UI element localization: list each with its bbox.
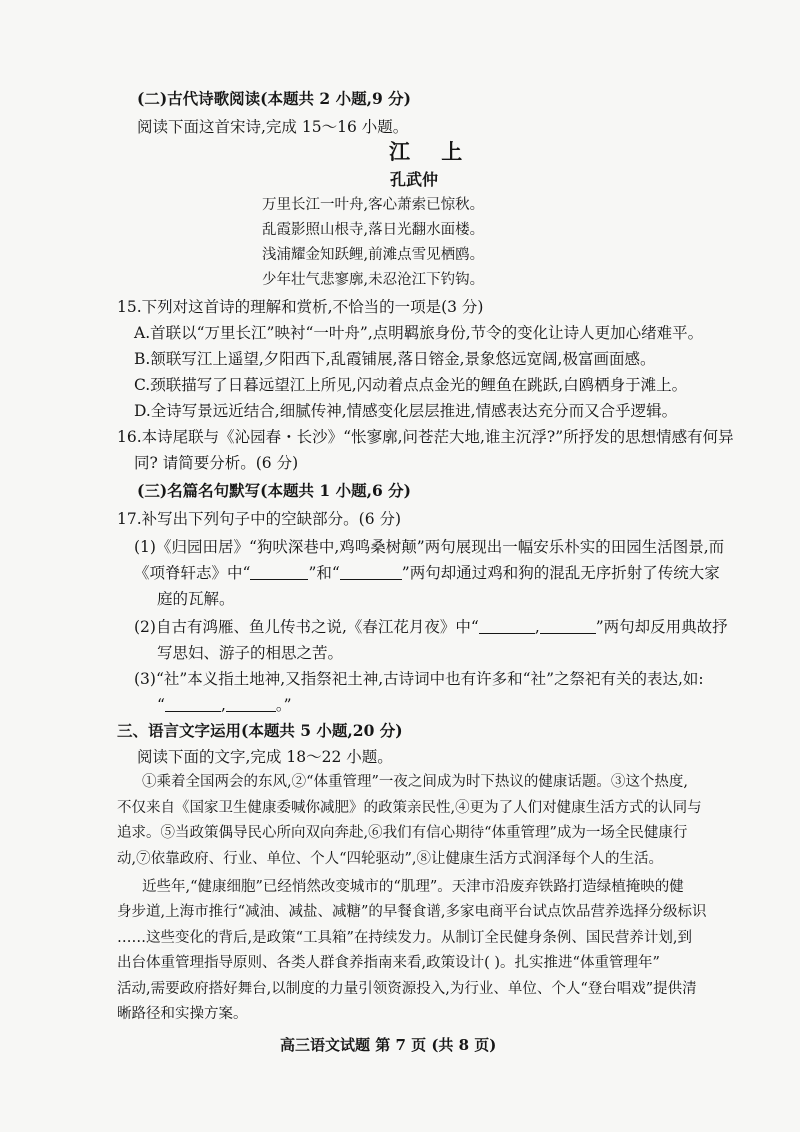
poem-title: 江 上 <box>389 139 475 164</box>
passage-line: ①乘着全国两会的东风,②“体重管理”一夜之间成为时下热议的健康话题。③这个热度, <box>142 774 689 790</box>
q17-part3-line <box>157 694 292 716</box>
section2-heading: (二)古代诗歌阅读(本题共 2 小题,9 分) <box>137 89 411 108</box>
q15-stem: 15.下列对这首诗的理解和赏析,不恰当的一项是(3 分) <box>117 298 484 316</box>
q17-part1-line <box>134 562 720 584</box>
poem-line: 万里长江一叶舟,客心萧索已惊秋。 <box>262 197 485 213</box>
poem-line: 浅浦耀金知跃鲤,前滩点雪见栖鸥。 <box>262 247 485 263</box>
q16-line: 16.本诗尾联与《沁园春・长沙》“怅寥廓,问苍茫大地,谁主沉浮?”所抒发的思想情感有何异 <box>117 428 734 446</box>
answer-blank[interactable] <box>340 564 402 580</box>
section3-heading: (三)名篇名句默写(本题共 1 小题,6 分) <box>137 481 411 500</box>
q17-text: 《项脊轩志》中“ <box>134 564 251 582</box>
q17-text: ”两句却反用典故抒 <box>595 618 728 636</box>
passage-line: 近些年,“健康细胞”已经悄然改变城市的“肌理”。天津市沿废弃铁路打造绿植掩映的健 <box>142 879 684 895</box>
part3-intro: 阅读下面的文字,完成 18～22 小题。 <box>137 748 393 766</box>
q15-option-b: B.颔联写江上遥望,夕阳西下,乱霞铺展,落日镕金,景象悠远宽阔,极富画面感。 <box>134 350 656 368</box>
q17-text: ”和“ <box>308 564 340 582</box>
passage-line: 追求。⑤当政策偶导民心所向双向奔赴,⑥我们有信心期待“体重管理”成为一场全民健康行 <box>117 825 688 841</box>
answer-blank[interactable] <box>250 564 308 580</box>
q17-text: (2)自古有鸿雁、鱼儿传书之说,《春江花月夜》中“ <box>134 618 479 636</box>
q17-text: , <box>534 618 540 636</box>
q17-part1-line: (1)《归园田居》“狗吠深巷中,鸡鸣桑树颠”两句展现出一幅安乐朴实的田园生活图景,而 <box>134 538 725 556</box>
answer-blank[interactable] <box>226 696 276 712</box>
q17-part1-line: 庭的瓦解。 <box>157 590 235 608</box>
passage-line: 活动,需要政府搭好舞台,以制度的力量引领资源投入,为行业、单位、个人“登台唱戏”提供清 <box>117 981 697 997</box>
q17-text: 。” <box>275 696 292 714</box>
section2-intro: 阅读下面这首宋诗,完成 15～16 小题。 <box>137 118 409 136</box>
passage-line: 不仅来自《国家卫生健康委喊你减肥》的政策亲民性,④更为了人们对健康生活方式的认同与 <box>117 800 702 816</box>
q17-stem: 17.补写出下列句子中的空缺部分。(6 分) <box>117 510 402 528</box>
q17-text: ”两句却通过鸡和狗的混乱无序折射了传统大家 <box>401 564 720 582</box>
answer-blank[interactable] <box>540 618 596 634</box>
answer-blank[interactable] <box>479 618 535 634</box>
passage-line: 出台体重管理指导原则、各类人群食养指南来看,政策设计( )。扎实推进“体重管理年” <box>117 955 660 971</box>
q15-option-a: A.首联以“万里长江”映衬“一叶舟”,点明羁旅身份,节令的变化让诗人更加心绪难平。 <box>134 324 704 342</box>
passage-line: ……这些变化的背后,是政策“工具箱”在持续发力。从制订全民健身条例、国民营养计划,到 <box>117 930 693 946</box>
q17-text: , <box>220 696 226 714</box>
q17-part3-line: (3)“社”本义指土地神,又指祭祀土神,古诗词中也有许多和“社”之祭祀有关的表达,如: <box>134 670 704 688</box>
q15-option-d: D.全诗写景远近结合,细腻传神,情感变化层层推进,情感表达充分而又合乎逻辑。 <box>134 402 678 420</box>
passage-line: 动,⑦依靠政府、行业、单位、个人“四轮驱动”,⑧让健康生活方式润泽每个人的生活。 <box>117 851 664 867</box>
poem-line: 少年壮气悲寥廓,未忍沧江下钓钩。 <box>262 272 485 288</box>
passage-line: 晰路径和实操方案。 <box>117 1006 248 1022</box>
answer-blank[interactable] <box>165 696 221 712</box>
q17-part2-line: 写思妇、游子的相思之苦。 <box>157 644 344 662</box>
q15-option-c: C.颈联描写了日暮远望江上所见,闪动着点点金光的鲤鱼在跳跃,白鸥栖身于滩上。 <box>134 376 688 394</box>
q17-text: “ <box>157 696 165 714</box>
poem-author: 孔武仲 <box>390 170 439 189</box>
q16-line: 同? 请简要分析。(6 分) <box>134 454 299 472</box>
passage-line: 身步道,上海市推行“减油、减盐、减糖”的早餐食谱,多家电商平台试点饮品营养选择分级标识 <box>117 904 707 920</box>
page-footer: 高三语文试题 第 7 页 (共 8 页) <box>280 1036 497 1054</box>
q17-part2-line <box>134 616 728 638</box>
part3-heading: 三、语言文字运用(本题共 5 小题,20 分) <box>117 721 403 740</box>
poem-line: 乱霞影照山根寺,落日光翻水面楼。 <box>262 222 485 238</box>
